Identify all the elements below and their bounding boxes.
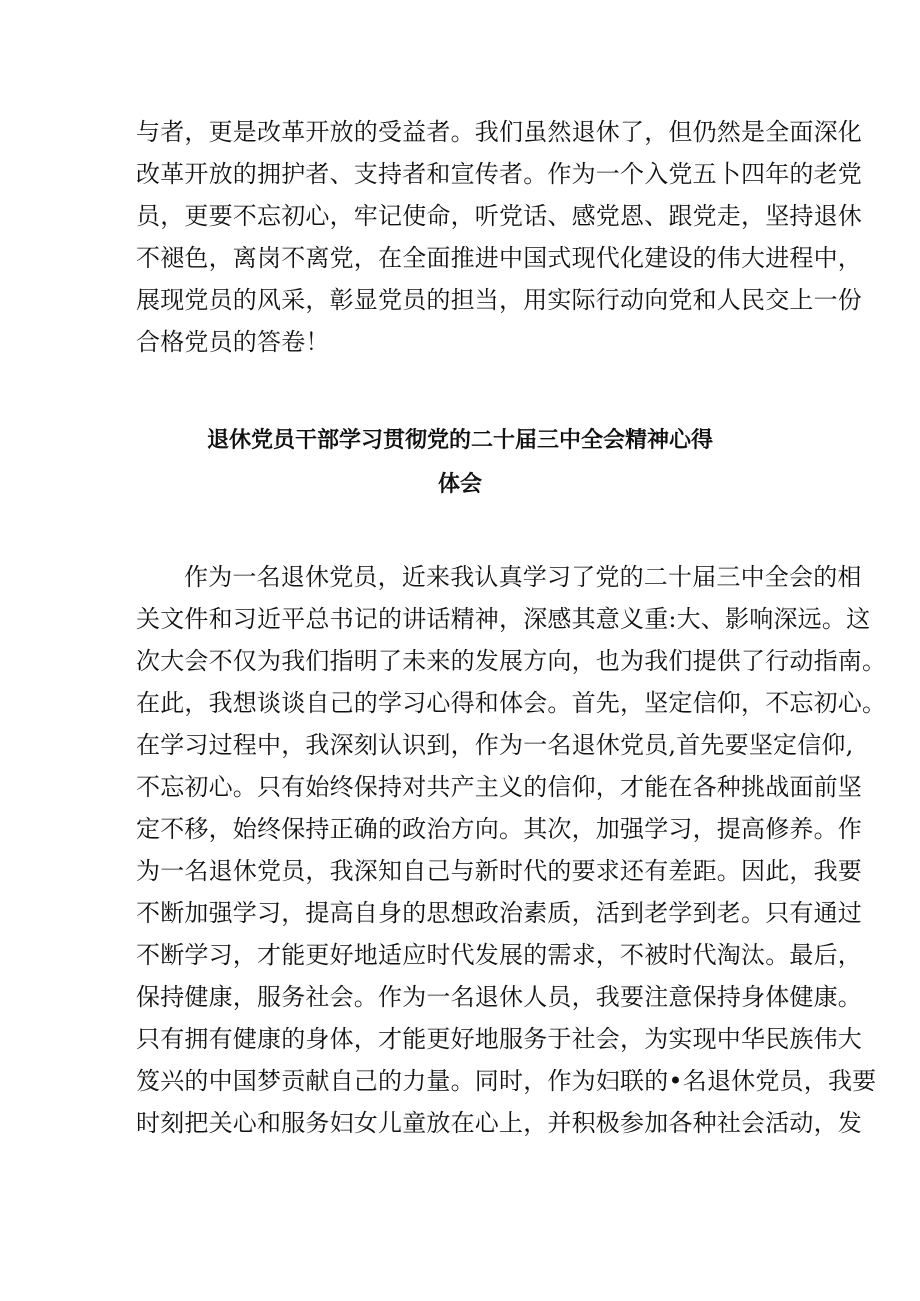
body-line: 不断加强学习，提高自身的思想政治素质，活到老学到老。只有通过 [136, 899, 862, 927]
body-line: 在学习过程中，我深刻认识到，作为一名退休党员,首先要坚定信仰, [136, 731, 854, 759]
body-line: 为一名退休党员，我深知自己与新时代的要求还有差距。因此，我要 [136, 857, 862, 885]
body-line: 关文件和习近平总书记的讲话精神，深感其意义重:大、影响深远。这 [136, 605, 871, 633]
body-line: 保持健康，服务社会。作为一名退休人员，我要注意保持身体健康。 [136, 983, 862, 1011]
body-line: 只有拥有健康的身体，才能更好地服务于社会，为实现中华民族伟大 [136, 1025, 862, 1053]
continuation-line: 员，更要不忘初心，牢记使命，听党话、感党恩、跟党走，坚持退休 [136, 202, 862, 230]
body-line: 定不移，始终保持正确的政治方向。其次，加强学习，提高修养。作 [136, 815, 862, 843]
continuation-line: 合格党员的答卷！ [136, 328, 330, 356]
article-title-line-1: 退休党员干部学习贯彻党的二十届三中全会精神心得 [206, 428, 713, 453]
body-line: 不忘初心。只有始终保持对共产主义的信仰，才能在各种挑战面前坚 [136, 773, 862, 801]
continuation-line: 与者，更是改革开放的受益者。我们虽然退休了，但仍然是全面深化 [136, 118, 862, 146]
body-line: 不断学习，才能更好地适应时代发展的需求，不被时代淘汰。最后， [136, 941, 862, 969]
body-line: 次大会不仅为我们指明了未来的发展方向，也为我们提供了行动指南。 [136, 647, 887, 675]
body-line: 作为一名退休党员，近来我认真学习了党的二十届三中全会的相 [184, 563, 862, 591]
article-title-line-2: 体会 [437, 472, 482, 497]
continuation-line: 不褪色，离岗不离党，在全面推进中国式现代化建设的伟大进程中， [136, 244, 862, 272]
continuation-line: 改革开放的拥护者、支持者和宣传者。作为一个入党五卜四年的老党 [136, 160, 862, 188]
body-line: 笈兴的中国梦贡献自己的力量。同时，作为妇联的•名退休党员，我要 [136, 1067, 877, 1095]
body-line: 时刻把关心和服务妇女儿童放在心上，并积极参加各种社会活动，发 [136, 1109, 862, 1137]
body-line: 在此，我想谈谈自己的学习心得和体会。首先，坚定信仰，不忘初心。 [136, 689, 887, 717]
continuation-line: 展现党员的风采，彰显党员的担当，用实际行动向党和人民交上一份 [136, 286, 862, 314]
